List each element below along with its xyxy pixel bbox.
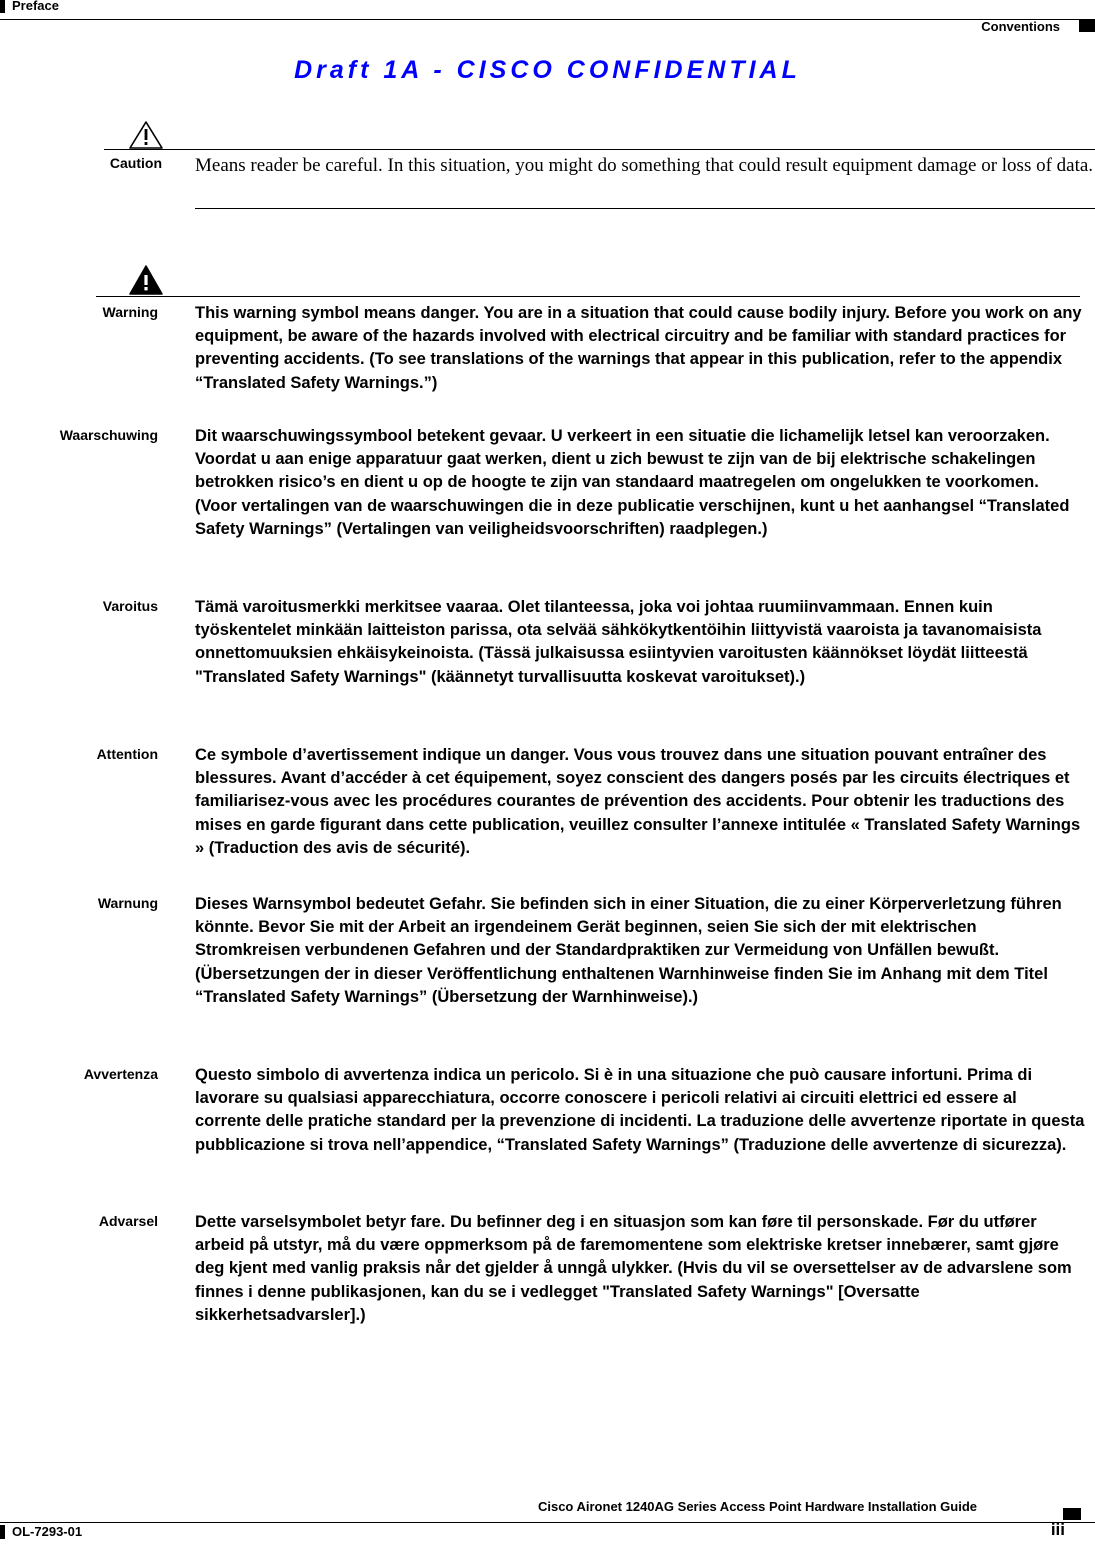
chapter-title: Preface — [12, 0, 59, 13]
warning-rule — [96, 296, 1080, 297]
footer-marker — [0, 1525, 5, 1539]
warning-label-en: Warning — [102, 304, 158, 320]
caution-rule-top — [104, 149, 1095, 150]
caution-icon — [128, 120, 164, 150]
caution-rule-bottom — [195, 208, 1095, 209]
footer-rule — [0, 1522, 1095, 1523]
warning-text-fi: Tämä varoitusmerkki merkitsee vaaraa. Olet tilanteessa, joka voi johtaa ruumiinvammaan. Ennen kuin työskentelet minkään laitteiston parissa, ota selvää sähkökytkentöihin liittyvistä vaaroista ja tavanomaisista onnettomuuksien ehkäisykeinoista. (Tässä julkaisussa esiintyvien varoitusten käännökset löydät liitteestä "Translated Safety Warnings" (käännetyt turvallisuutta koskevat varoitukset).) — [195, 598, 1042, 686]
caution-label: Caution — [109, 155, 162, 171]
doc-number: OL-7293-01 — [12, 1524, 83, 1539]
draft-notice: Draft 1A - CISCO CONFIDENTIAL — [294, 56, 801, 84]
header-box — [1079, 20, 1095, 32]
warning-text-no: Dette varselsymbolet betyr fare. Du befinner deg i en situasjon som kan føre til personskade. Før du utfører arbeid på utstyr, må du være oppmerksom på de faremomentene som elektriske kretser innebærer, samt gjøre deg kjent med vanlig praksis når det gjelder å unngå ulykker. (Hvis du vil se oversettelser av de advarslene som finnes i denne publikasjonen, kan du se i vedlegget "Translated Safety Warnings" [Oversatte sikkerhetsadvarsler].) — [195, 1213, 1072, 1324]
warning-text-fr: Ce symbole d’avertissement indique un danger. Vous vous trouvez dans une situation pouvant entraîner des blessures. Avant d’accéder à cet équipement, soyez conscient des dangers posés par les circuits électriques et familiarisez-vous avec les procédures courantes de prévention des accidents. Pour obtenir les traductions des mises en garde figurant dans cette publication, veuillez consulter l’annexe intitulée « Translated Safety Warnings » (Traduction des avis de sécurité). — [195, 746, 1081, 857]
warning-label-no: Advarsel — [98, 1213, 158, 1229]
warning-text-it: Questo simbolo di avvertenza indica un pericolo. Si è in una situazione che può causare infortuni. Prima di lavorare su qualsiasi apparecchiatura, occorre conoscere i pericoli relativi ai circuiti elettrici ed essere al corrente delle pratiche standard per la prevenzione di incidenti. La traduzione delle avvertenze riportate in questa pubblicazione si trova nell’appendice, “Translated Safety Warnings” (Traduzione delle avvertenze di sicurezza). — [195, 1066, 1085, 1154]
caution-text: Means reader be careful. In this situation, you might do something that could result equipment damage or loss of data. — [195, 155, 1094, 176]
warning-label-de: Warnung — [97, 895, 158, 911]
warning-label-it: Avvertenza — [83, 1066, 158, 1082]
warning-icon — [128, 264, 164, 296]
header-rule — [0, 19, 1095, 20]
footer-box — [1063, 1508, 1081, 1520]
section-title: Conventions — [981, 19, 1060, 34]
warning-label-nl: Waarschuwing — [59, 427, 158, 443]
warning-label-fi: Varoitus — [102, 598, 158, 614]
warning-text-nl: Dit waarschuwingssymbool betekent gevaar. U verkeert in een situatie die lichamelijk letsel kan veroorzaken. Voordat u aan enige apparatuur gaat werken, dient u zich bewust te zijn van de bij elektrische schakelingen betrokken risico’s en dient u op de hoogte te zijn van standaard maatregelen om ongelukken te voorkomen. (Voor vertalingen van de waarschuwingen die in deze publicatie verschijnen, kunt u het aanhangsel “Translated Safety Warnings” (Vertalingen van veiligheidsvoorschriften) raadplegen.) — [195, 427, 1070, 538]
warning-text-en: This warning symbol means danger. You are in a situation that could cause bodily injury. Before you work on any equipment, be aware of the hazards involved with electrical circuitry and be familiar with standard practices for preventing accidents. (To see translations of the warnings that appear in this publication, refer to the appendix “Translated Safety Warnings.”) — [195, 304, 1082, 392]
guide-title: Cisco Aironet 1240AG Series Access Point Hardware Installation Guide — [537, 1499, 977, 1514]
page-number: iii — [1050, 1520, 1065, 1539]
header-marker — [0, 0, 5, 13]
warning-label-fr: Attention — [96, 746, 158, 762]
warning-text-de: Dieses Warnsymbol bedeutet Gefahr. Sie befinden sich in einer Situation, die zu einer Körperverletzung führen könnte. Bevor Sie mit der Arbeit an irgendeinem Gerät beginnen, seien Sie sich der mit elektrischen Stromkreisen verbundenen Gefahren und der Standardpraktiken zur Vermeidung von Unfällen bewußt. (Übersetzungen der in dieser Veröffentlichung enthaltenen Warnhinweise finden Sie im Anhang mit dem Titel “Translated Safety Warnings” (Übersetzung der Warnhinweise).) — [195, 895, 1062, 1006]
